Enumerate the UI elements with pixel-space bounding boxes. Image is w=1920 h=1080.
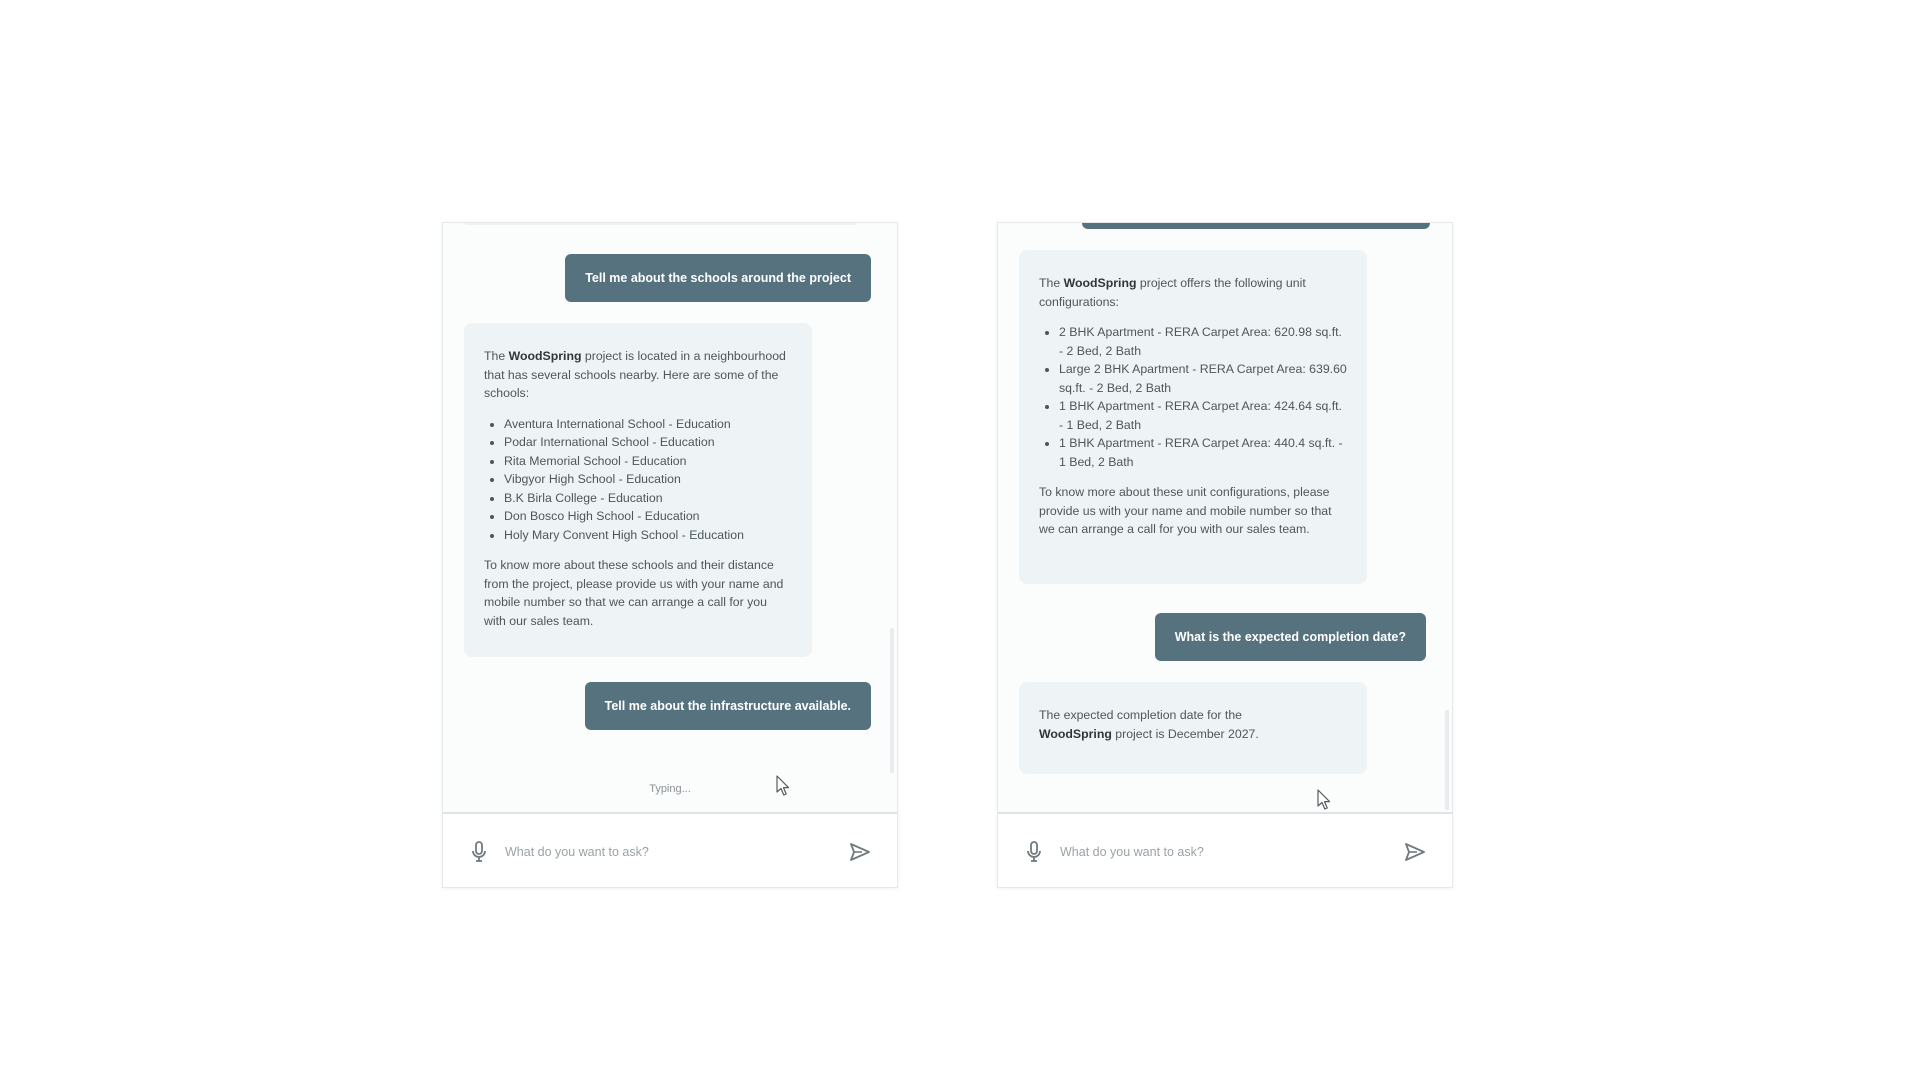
bot-message — [1019, 682, 1367, 774]
list-item: • Vibgyor High School - Education — [504, 470, 792, 489]
user-message-text: Tell me about the infrastructure available. — [604, 699, 851, 713]
scrolled-content-edge — [465, 223, 857, 225]
project-name: WoodSpring — [508, 349, 582, 363]
ask-input[interactable] — [505, 838, 825, 866]
school-list — [484, 415, 792, 545]
list-item: • Rita Memorial School - Education — [504, 452, 792, 471]
send-arrow-icon[interactable] — [1404, 842, 1426, 862]
mouse-cursor-icon — [1316, 789, 1332, 811]
list-item: • 1 BHK Apartment - RERA Carpet Area: 440.4 sq.ft. - 1 Bed, 2 Bath — [1059, 434, 1347, 471]
bot-message-outro: To know more about these schools and their distance from the project, please provide us with your name and mobile number so that we can arrange a call for you with our sales team. — [484, 558, 784, 628]
list-item: • Holy Mary Convent High School - Education — [504, 526, 792, 545]
microphone-icon[interactable] — [1024, 840, 1044, 864]
list-item: • Large 2 BHK Apartment - RERA Carpet Area: 639.60 sq.ft. - 2 Bed, 2 Bath — [1059, 360, 1347, 397]
user-message-text: Tell me about the schools around the project — [585, 271, 851, 285]
bot-message-intro: The WoodSpring project is located in a neighbourhood that has several schools nearby. Here are some of the schools: — [484, 349, 786, 400]
user-message-text: What is the expected completion date? — [1174, 630, 1406, 644]
scrollbar[interactable] — [1445, 710, 1449, 810]
list-item: • B.K Birla College - Education — [504, 489, 792, 508]
list-item: • Don Bosco High School - Education — [504, 507, 792, 526]
message-list[interactable] — [998, 223, 1452, 812]
list-item: • 2 BHK Apartment - RERA Carpet Area: 620.98 sq.ft. - 2 Bed, 2 Bath — [1059, 323, 1347, 360]
project-name: WoodSpring — [1063, 276, 1137, 290]
message-list[interactable] — [443, 223, 897, 812]
previous-user-message-edge — [1082, 223, 1430, 229]
chat-panel-right — [997, 222, 1453, 888]
user-message — [565, 254, 871, 302]
user-message — [585, 682, 871, 730]
chat-input-bar — [443, 812, 897, 887]
typing-indicator: Typing... — [649, 783, 691, 795]
bot-message-text: The expected completion date for the WoodSpring project is December 2027. — [1039, 708, 1259, 741]
chat-input-bar — [998, 812, 1452, 887]
list-item: • Aventura International School - Education — [504, 415, 792, 434]
ask-input[interactable] — [1060, 838, 1380, 866]
bot-message — [1019, 250, 1367, 584]
send-arrow-icon[interactable] — [849, 842, 871, 862]
mouse-cursor-icon — [775, 775, 791, 797]
chat-panel-left — [442, 222, 898, 888]
unit-configuration-list — [1039, 323, 1347, 471]
user-message — [1155, 613, 1426, 661]
list-item: • 1 BHK Apartment - RERA Carpet Area: 424.64 sq.ft. - 1 Bed, 2 Bath — [1059, 397, 1347, 434]
project-name: WoodSpring — [1039, 726, 1112, 741]
scrollbar[interactable] — [890, 628, 894, 773]
bot-message — [464, 323, 812, 657]
bot-message-intro: The WoodSpring project offers the following unit configurations: — [1039, 276, 1306, 309]
bot-message-outro: To know more about these unit configurations, please provide us with your name and mobile number so that we can arrange a call for you with our sales team. — [1039, 485, 1332, 536]
list-item: • Podar International School - Education — [504, 433, 792, 452]
microphone-icon[interactable] — [469, 840, 489, 864]
